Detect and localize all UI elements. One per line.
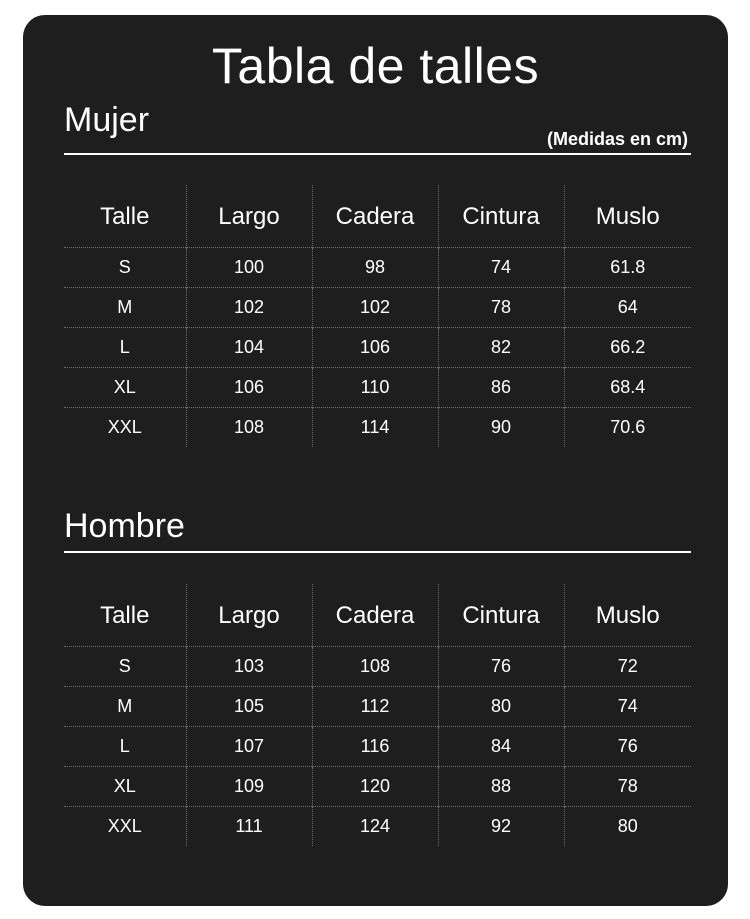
section-divider-women [64, 153, 691, 155]
cell-length: 104 [186, 328, 312, 368]
column-header-hip: Cadera [312, 185, 438, 248]
size-chart-card [23, 15, 728, 906]
cell-thigh: 78 [564, 767, 691, 807]
cell-size: M [64, 687, 186, 727]
column-header-thigh: Muslo [564, 584, 691, 647]
column-header-waist: Cintura [438, 584, 564, 647]
cell-hip: 120 [312, 767, 438, 807]
cell-size: XXL [64, 807, 186, 847]
column-header-size: Talle [100, 203, 150, 230]
column-header-hip: Cadera [312, 584, 438, 647]
cell-length: 105 [186, 687, 312, 727]
cell-length: 109 [186, 767, 312, 807]
table-row [64, 807, 691, 847]
table-row [64, 328, 691, 368]
cell-waist: 76 [438, 647, 564, 687]
cell-size: M [64, 288, 186, 328]
table-row [64, 248, 691, 288]
cell-waist: 78 [438, 288, 564, 328]
cell-thigh: 76 [564, 727, 691, 767]
cell-hip: 124 [312, 807, 438, 847]
column-header-length: Largo [186, 185, 312, 248]
cell-waist: 92 [438, 807, 564, 847]
table-row [64, 687, 691, 727]
cell-hip: 116 [312, 727, 438, 767]
cell-size: L [64, 727, 186, 767]
cell-waist: 86 [438, 368, 564, 408]
cell-waist: 88 [438, 767, 564, 807]
cell-length: 106 [186, 368, 312, 408]
cell-thigh: 64 [564, 288, 691, 328]
cell-size: XL [64, 368, 186, 408]
cell-hip: 108 [312, 647, 438, 687]
cell-hip: 114 [312, 408, 438, 448]
cell-size: XL [64, 767, 186, 807]
section-divider-men [64, 551, 691, 553]
section-title-men: Hombre [64, 507, 185, 545]
cell-hip: 98 [312, 248, 438, 288]
page-title: Tabla de talles [211, 38, 540, 94]
table-row [64, 647, 691, 687]
cell-hip: 110 [312, 368, 438, 408]
cell-waist: 84 [438, 727, 564, 767]
cell-length: 107 [186, 727, 312, 767]
cell-waist: 90 [438, 408, 564, 448]
women-size-table [64, 185, 691, 447]
cell-thigh: 68.4 [564, 368, 691, 408]
cell-size: XXL [64, 408, 186, 448]
cell-thigh: 61.8 [564, 248, 691, 288]
men-size-table [64, 584, 691, 846]
cell-thigh: 70.6 [564, 408, 691, 448]
units-note: (Medidas en cm) [546, 129, 688, 149]
table-row [64, 288, 691, 328]
table-row [64, 767, 691, 807]
column-header-thigh: Muslo [564, 185, 691, 248]
cell-thigh: 72 [564, 647, 691, 687]
column-header-length: Largo [186, 584, 312, 647]
cell-size: S [64, 647, 186, 687]
cell-size: L [64, 328, 186, 368]
cell-length: 111 [186, 807, 312, 847]
cell-size: S [64, 248, 186, 288]
cell-thigh: 66.2 [564, 328, 691, 368]
cell-length: 103 [186, 647, 312, 687]
table-row [64, 368, 691, 408]
table-header-row [64, 584, 691, 647]
table-header-row [64, 185, 691, 248]
cell-thigh: 80 [564, 807, 691, 847]
cell-hip: 102 [312, 288, 438, 328]
cell-length: 108 [186, 408, 312, 448]
cell-length: 102 [186, 288, 312, 328]
table-row [64, 727, 691, 767]
cell-hip: 106 [312, 328, 438, 368]
cell-length: 100 [186, 248, 312, 288]
cell-waist: 82 [438, 328, 564, 368]
section-title-women: Mujer [64, 101, 150, 139]
table-row [64, 408, 691, 448]
cell-thigh: 74 [564, 687, 691, 727]
column-header-size: Talle [100, 602, 150, 629]
cell-waist: 80 [438, 687, 564, 727]
cell-waist: 74 [438, 248, 564, 288]
column-header-waist: Cintura [438, 185, 564, 248]
cell-hip: 112 [312, 687, 438, 727]
